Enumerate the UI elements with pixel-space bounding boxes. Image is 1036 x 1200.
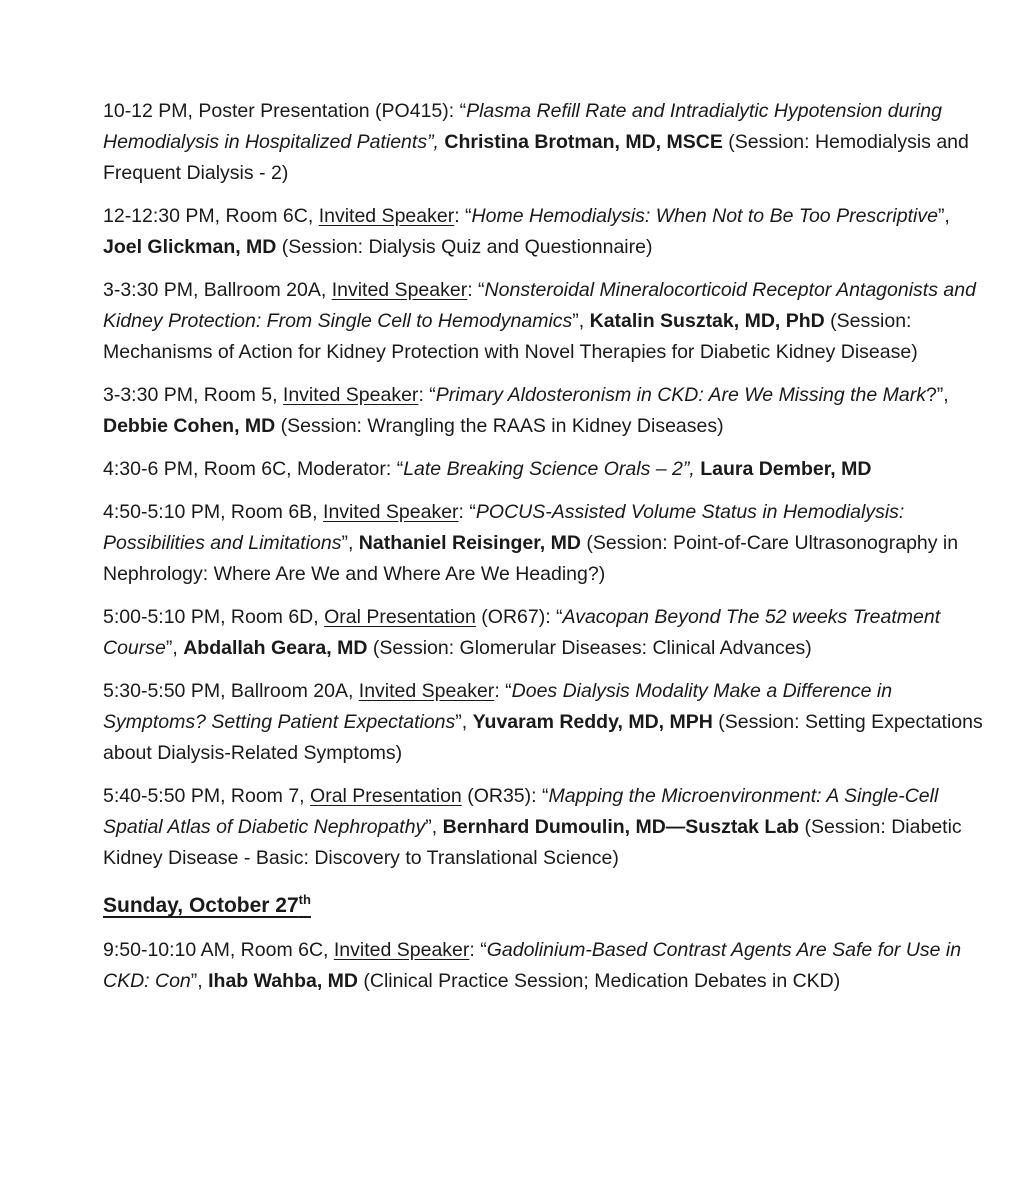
session-role: Oral Presentation — [324, 606, 476, 628]
session-entry — [103, 935, 993, 997]
session-text: 4:50-5:10 PM, Room 6B, — [103, 501, 324, 523]
session-text: : “ — [467, 279, 485, 301]
session-text: (OR67): “ — [475, 606, 563, 628]
session-role: Invited Speaker — [323, 501, 459, 523]
speaker-name: Yuvaram Reddy, MD, MPH — [472, 711, 713, 733]
session-text: 10-12 PM, Poster Presentation (PO415): “ — [103, 100, 467, 122]
session-text: (Session: Diabetic Kidney Disease - Basic: Discovery to Translational Science) — [103, 816, 962, 869]
session-text: (Session: Dialysis Quiz and Questionnaire) — [276, 236, 653, 258]
speaker-name: Christina Brotman, MD, MSCE — [444, 131, 723, 153]
session-entry — [103, 96, 993, 189]
session-title: Mapping the Microenvironment: A Single-Cell Spatial Atlas of Diabetic Nephropathy — [103, 785, 939, 838]
session-entry — [103, 602, 993, 664]
session-title: Plasma Refill Rate and Intradialytic Hypotension during Hemodialysis in Hospitalized Patients”, — [103, 100, 942, 153]
session-text: ?”, — [925, 384, 949, 406]
session-role: Invited Speaker — [282, 384, 419, 406]
session-text: ”, — [341, 532, 359, 554]
session-text: ”, — [937, 205, 950, 227]
session-text: (Session: Glomerular Diseases: Clinical Advances) — [367, 637, 812, 659]
session-entry — [103, 497, 993, 590]
session-entry — [103, 380, 993, 442]
session-entry — [103, 201, 993, 263]
speaker-name: Katalin Susztak, MD, PhD — [589, 310, 825, 332]
session-list — [103, 96, 993, 874]
session-text: 9:50-10:10 AM, Room 6C, — [103, 939, 334, 961]
session-title: Avacopan Beyond The 52 weeks Treatment Course — [103, 606, 941, 659]
session-text: ”, — [572, 310, 590, 332]
session-text: (Clinical Practice Session; Medication Debates in CKD) — [357, 970, 841, 992]
session-text: ”, — [425, 816, 443, 838]
session-text: ”, — [165, 637, 184, 659]
session-role: Invited Speaker — [318, 205, 455, 227]
speaker-name: Ihab Wahba, MD — [208, 970, 358, 992]
session-text: 3-3:30 PM, Ballroom 20A, — [103, 279, 332, 301]
session-text: (Session: Setting Expectations about Dialysis-Related Symptoms) — [103, 711, 983, 764]
day-heading-suffix: th — [298, 892, 311, 907]
day-heading — [103, 890, 993, 921]
session-title: Home Hemodialysis: When Not to Be Too Prescriptive — [471, 205, 938, 227]
session-text: : “ — [469, 939, 487, 961]
day-heading-text: Sunday, October 27 — [103, 894, 299, 917]
session-text: (Session: Point-of-Care Ultrasonography in Nephrology: Where Are We and Where Are We Heading?) — [103, 532, 959, 585]
session-title: Primary Aldosteronism in CKD: Are We Missing the Mark — [435, 384, 926, 406]
session-entry — [103, 676, 993, 769]
session-text: : “ — [458, 501, 476, 523]
speaker-name: Joel Glickman, MD — [103, 236, 277, 258]
session-text: : “ — [494, 680, 512, 702]
session-role: Invited Speaker — [333, 939, 470, 961]
speaker-name: Abdallah Geara, MD — [183, 637, 368, 659]
session-role: Invited Speaker — [331, 279, 468, 301]
session-title: Gadolinium-Based Contrast Agents Are Safe for Use in CKD: Con — [103, 939, 962, 992]
session-text: (Session: Mechanisms of Action for Kidney Protection with Novel Therapies for Diabetic Kidney Disease) — [103, 310, 918, 363]
speaker-name: Nathaniel Reisinger, MD — [358, 532, 581, 554]
session-title: Late Breaking Science Orals – 2”, — [403, 458, 695, 480]
speaker-name: Bernhard Dumoulin, MD—Susztak Lab — [442, 816, 800, 838]
session-text: 5:00-5:10 PM, Room 6D, — [103, 606, 325, 628]
session-text: 5:40-5:50 PM, Room 7, — [103, 785, 311, 807]
session-text: 5:30-5:50 PM, Ballroom 20A, — [103, 680, 359, 702]
speaker-name: Debbie Cohen, MD — [103, 415, 276, 437]
session-role: Oral Presentation — [310, 785, 462, 807]
session-text: 3-3:30 PM, Room 5, — [103, 384, 283, 406]
speaker-name: Laura Dember, MD — [700, 458, 872, 480]
session-entry — [103, 781, 993, 874]
session-text: ”, — [190, 970, 209, 992]
session-text: : “ — [418, 384, 436, 406]
session-title: Does Dialysis Modality Make a Difference in Symptoms? Setting Patient Expectations — [103, 680, 893, 733]
session-text: 4:30-6 PM, Room 6C, Moderator: “ — [103, 458, 404, 480]
session-text: (Session: Wrangling the RAAS in Kidney Diseases) — [275, 415, 724, 437]
session-list-sunday — [103, 935, 993, 997]
session-entry — [103, 275, 993, 368]
schedule-document — [103, 96, 993, 1009]
session-text: ”, — [455, 711, 473, 733]
session-text: : “ — [454, 205, 472, 227]
session-title: Nonsteroidal Mineralocorticoid Receptor Antagonists and Kidney Protection: From Single Cell to Hemodynamics — [103, 279, 976, 332]
session-title: POCUS-Assisted Volume Status in Hemodialysis: Possibilities and Limitations — [103, 501, 905, 554]
session-entry — [103, 454, 993, 485]
session-text: (OR35): “ — [461, 785, 549, 807]
session-text: 12-12:30 PM, Room 6C, — [103, 205, 319, 227]
session-role: Invited Speaker — [358, 680, 495, 702]
session-text: (Session: Hemodialysis and Frequent Dialysis - 2) — [103, 131, 969, 184]
